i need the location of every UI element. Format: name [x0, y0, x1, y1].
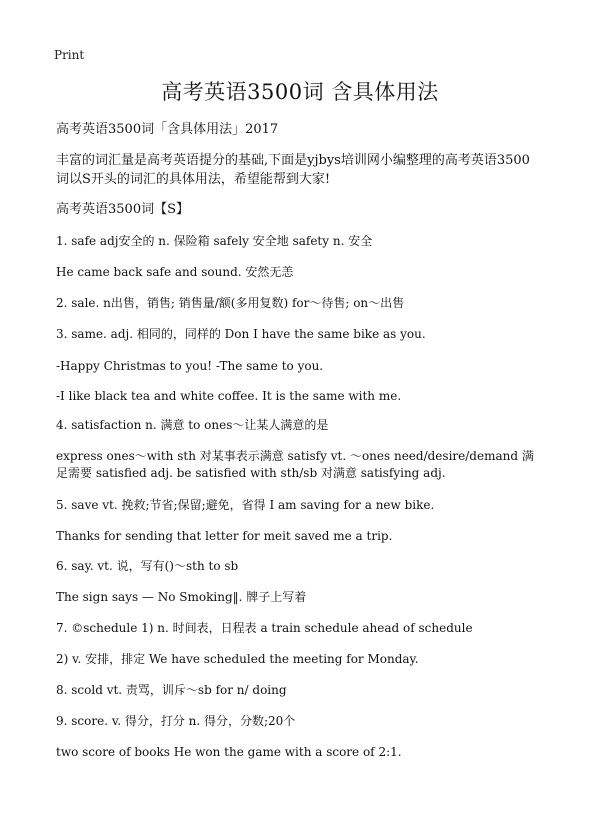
subtitle: 高考英语3500词「含具体用法」2017: [56, 122, 279, 137]
entry-line: -I like black tea and white coffee. It is the same with me.: [56, 389, 402, 403]
intro-paragraph: 丰富的词汇量是高考英语提分的基础,下面是yjbys培训网小编整理的高考英语3500词以S开头的词汇的具体用法，希望能帮到大家!: [56, 153, 530, 187]
entry-line: The sign says — No Smoking‖. 牌子上写着: [56, 590, 307, 604]
entry-line: 5. save vt. 挽救;节省;保留;避免，省得 I am saving for a new bike.: [56, 498, 435, 512]
entry-line: 4. satisfaction n. 满意 to ones～让某人满意的是: [56, 418, 329, 432]
entry-line: 1. safe adj安全的 n. 保险箱 safely 安全地 safety n. 安全: [56, 234, 373, 248]
print-link[interactable]: Print: [54, 48, 85, 62]
entry-line: express ones～with sth 对某事表示满意 satisfy vt. ～ones need/desire/demand 满足需要 satisfied adj. be satisfied with sth/sb 对满意 satisfying adj.: [56, 449, 534, 480]
entry-line: 6. say. vt. 说，写有()～sth to sb: [56, 559, 239, 573]
entry-line: -Happy Christmas to you! -The same to you.: [56, 359, 324, 373]
entry-line: 2. sale. n出售，销售; 销售量/额(多用复数) for～待售; on～出售: [56, 296, 405, 310]
section-heading: 高考英语3500词【S】: [56, 202, 189, 217]
entry-line: two score of books He won the game with a score of 2:1.: [56, 745, 402, 759]
entry-line: 7. ©schedule 1) n. 时间表，日程表 a train schedule ahead of schedule: [56, 621, 473, 635]
entry-line: 9. score. v. 得分，打分 n. 得分，分数;20个: [56, 714, 296, 728]
page-title: 高考英语3500词 含具体用法: [161, 80, 439, 104]
entry-line: He came back safe and sound. 安然无恙: [56, 265, 294, 279]
entry-line: 8. scold vt. 责骂，训斥～sb for n/ doing: [56, 683, 287, 697]
entry-line: 3. same. adj. 相同的，同样的 Don I have the same bike as you.: [56, 327, 426, 341]
entry-line: 2) v. 安排，排定 We have scheduled the meeting for Monday.: [56, 652, 419, 666]
entry-line: Thanks for sending that letter for meit saved me a trip.: [56, 529, 393, 543]
